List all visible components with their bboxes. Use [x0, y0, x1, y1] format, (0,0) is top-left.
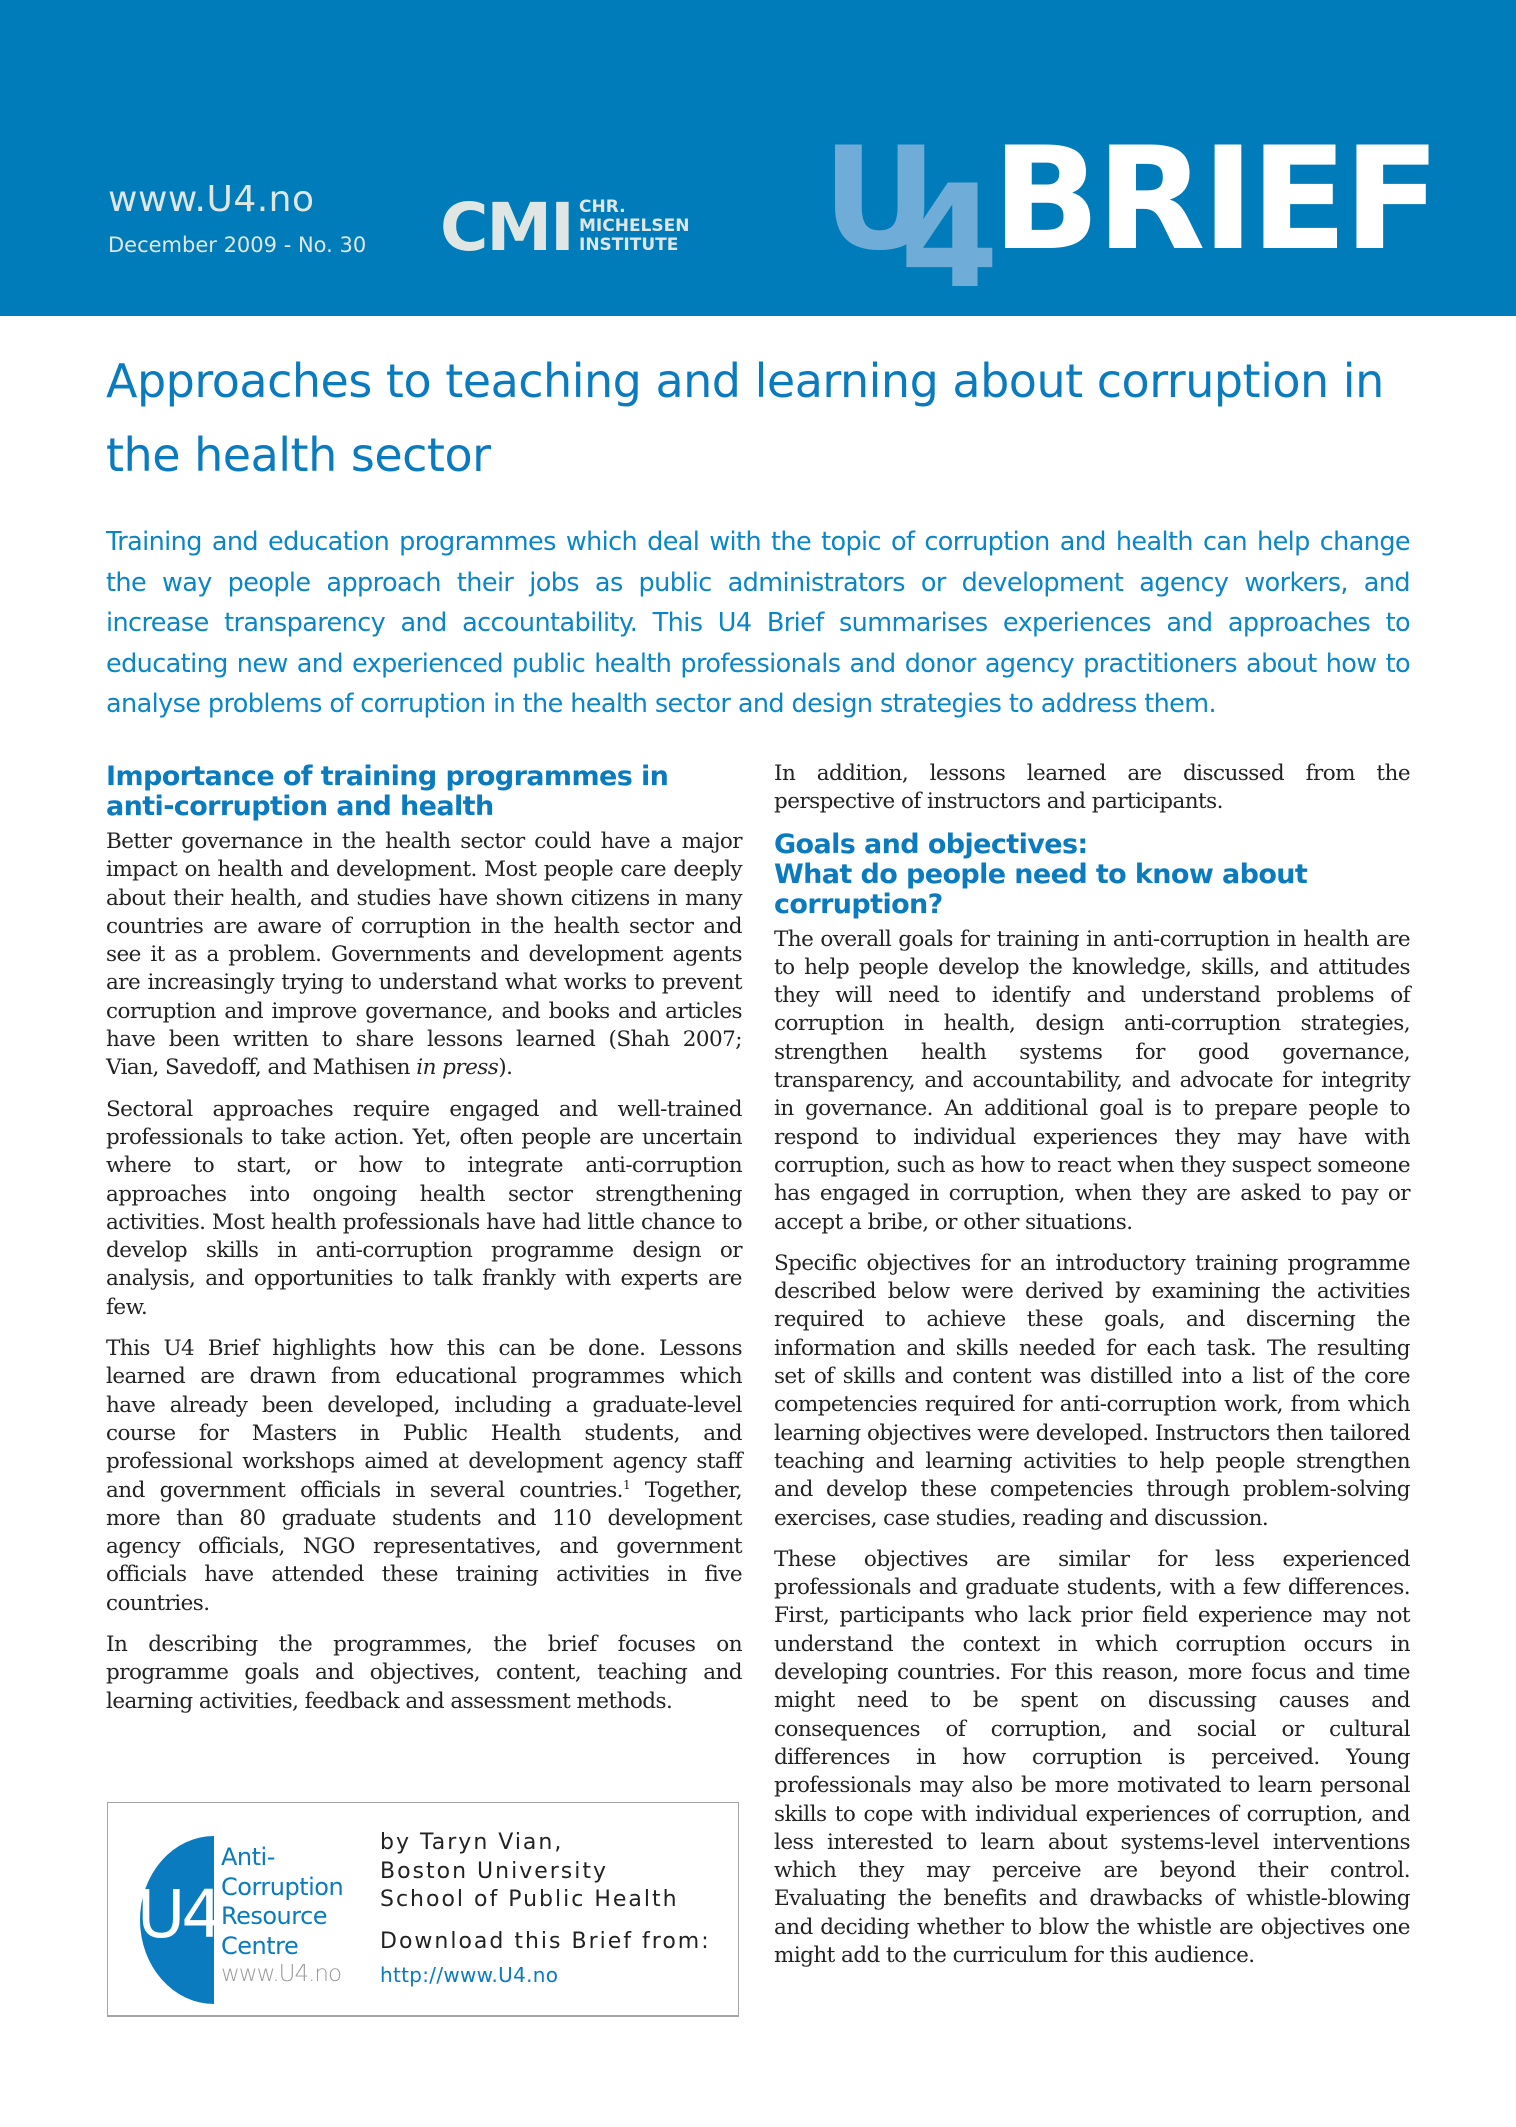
paragraph-text: ). — [498, 1055, 513, 1081]
body-paragraph — [106, 1335, 742, 1618]
body-paragraph: The overall goals for training in anti-corruption in health are to help people develop the knowledge, skills, and attitudes they will need to identify and understand problems of corruption in health, design anti-corruption strategies, strengthen health systems for good governance, transparency, and accountability, and advocate for integrity in governance. An additional goal is to prepare people to respond to individual experiences they may have with corruption, such as how to react when they suspect someone has engaged in corruption, when they are asked to pay or accept a bribe, or other situations. — [774, 926, 1410, 1235]
cmi-logo-mark: CMI — [440, 189, 573, 266]
left-column — [106, 762, 742, 1729]
wordmark-brief: BRIEF — [992, 117, 1437, 282]
byline-line: Boston University — [380, 1858, 609, 1884]
paragraph-text: Together, more than 80 graduate students and 110 development agency officials, NGO representatives, and government officials have attended these training activities in five countries. — [106, 1477, 742, 1616]
body-paragraph — [106, 828, 742, 1083]
page-title: Approaches to teaching and learning about corruption in the health sector — [106, 354, 1384, 482]
body-paragraph: These objectives are similar for less experienced professionals and graduate students, with a few differences. First, participants who lack prior field experience may not understand the context in which corruption occurs in developing countries. For this reason, more focus and time might need to be spent on discussing causes and consequences of corruption, and social or cultural differences in how corruption is perceived. Young professionals may also be more motivated to learn personal skills to cope with individual experiences of corruption, and less interested to learn about systems-level interventions which they may perceive are beyond their control. Evaluating the benefits and drawbacks of whistle-blowing and deciding whether to blow the whistle are objectives one might add to the curriculum for this audience. — [774, 1546, 1410, 1968]
author-byline — [380, 1829, 679, 1915]
byline-line: School of Public Health — [380, 1887, 679, 1912]
cmi-logo-text — [579, 198, 689, 255]
u4-monogram: U4 — [137, 1876, 220, 1953]
website-url: www.U4.no — [108, 179, 315, 220]
u4-logo — [130, 1835, 344, 2005]
header-banner — [0, 0, 1516, 320]
u4-brief-wordmark — [822, 117, 1437, 320]
italic-text: in press — [416, 1055, 499, 1081]
wordmark-u: U — [822, 117, 938, 282]
u4-logo-line: Resource — [221, 1902, 328, 1930]
footnote-ref[interactable]: 1 — [622, 1477, 631, 1492]
section-heading-importance: Importance of training programmes in anti-corruption and health — [106, 761, 669, 822]
body-paragraph: Specific objectives for an introductory training programme described below were derived by examining the activities required to achieve these goals, and discerning the information and skills needed for each task. The resulting set of skills and content was distilled into a list of the core competencies required for anti-corruption work, from which learning objectives were developed. Instructors then tailored teaching and learning activities to help people strengthen and develop these competencies through problem-solving exercises, case studies, reading and discussion. — [774, 1250, 1410, 1531]
body-paragraph: Sectoral approaches require engaged and well-trained professionals to take action. Yet, often people are uncertain where to start, or how to integrate anti-corruption approaches into ongoing health sector strengthening activities. Most health professionals have had little chance to develop skills in anti-corruption programme design or analysis, and opportunities to talk frankly with experts are few. — [106, 1096, 742, 1320]
paragraph-text: This U4 Brief highlights how this can be done. Lessons learned are drawn from educational programmes which have already been developed, including a graduate-level course for Masters in Public Health students, and professional workshops aimed at development agency staff and government officials in several countries. — [106, 1336, 742, 1503]
u4-logo-url: www.U4.no — [221, 1961, 342, 1987]
section-heading-goals — [774, 830, 1410, 920]
u4-logo-text — [221, 1843, 343, 1961]
byline-line: by Taryn Vian, — [380, 1830, 564, 1855]
cmi-line: MICHELSEN — [579, 216, 690, 236]
download-link[interactable]: http://www.U4.no — [380, 1963, 559, 1987]
body-paragraph: In addition, lessons learned are discussed from the perspective of instructors and participants. — [774, 761, 1410, 815]
body-paragraph: In describing the programmes, the brief focuses on programme goals and objectives, content, teaching and learning activities, feedback and assessment methods. — [106, 1632, 742, 1714]
u4-logo-line: Centre — [221, 1931, 299, 1960]
author-info-box — [107, 1802, 739, 2017]
right-column — [774, 760, 1410, 1983]
heading-line: Goals and objectives: — [774, 828, 1088, 860]
u4-logo-line: Corruption — [221, 1872, 344, 1901]
wordmark-4: 4 — [900, 155, 999, 320]
lead-summary: Training and education programmes which deal with the topic of corruption and health can help change the way people approach their jobs as public administrators or development agency workers, and increase transparency and accountability. This U4 Brief summarises experiences and approaches to educating new and experienced public health professionals and donor agency practitioners about how to analyse problems of corruption in the health sector and design strategies to address them. — [106, 527, 1410, 719]
heading-line: What do people need to know about corruption? — [774, 858, 1308, 920]
paragraph-text: Better governance in the health sector could have a major impact on health and development. Most people care deeply about their health, and studies have shown citizens in many countries are aware of corruption in the health sector and see it as a problem. Governments and development agents are increasingly trying to understand what works to prevent corruption and improve governance, and books and articles have been written to share lessons learned (Shah 2007; Vian, Savedoff, and Mathisen — [106, 829, 742, 1081]
cmi-line: INSTITUTE — [579, 235, 679, 255]
u4-logo-line: Anti- — [221, 1843, 275, 1871]
issue-date: December 2009 - No. 30 — [108, 233, 367, 257]
download-label: Download this Brief from: — [380, 1929, 711, 1954]
cmi-line: CHR. — [579, 197, 626, 217]
